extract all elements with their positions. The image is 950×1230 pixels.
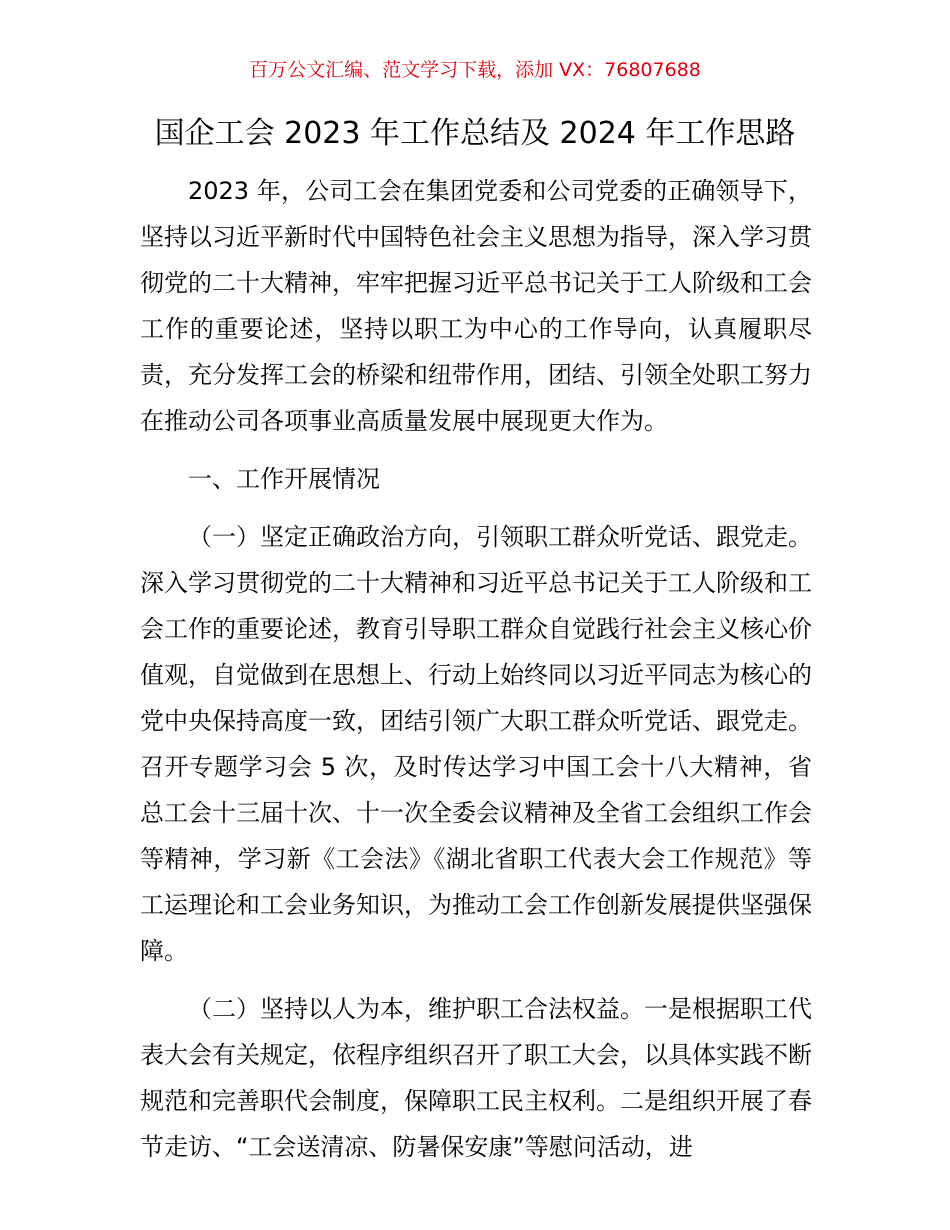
document-body	[140, 168, 812, 1170]
document-title: 国企工会 2023 年工作总结及 2024 年工作思路	[154, 116, 796, 151]
item-one-paragraph: （一）坚定正确政治方向，引领职工群众听党话、跟党走。深入学习贯彻党的二十大精神和习近平总书记关于工人阶级和工会工作的重要论述，教育引导职工群众自觉践行社会主义核心价值观，自觉做到在思想上、行动上始终同以习近平同志为核心的党中央保持高度一致，团结引领广大职工群众听党话、跟党走。召开专题学习会 5 次，及时传达学习中国工会十八大精神，省总工会十三届十次、十一次全委会议精神及全省工会组织工作会等精神，学习新《工会法》《湖北省职工代表大会工作规范》等工运理论和工会业务知识，为推动工会工作创新发展提供坚强保障。	[140, 523, 812, 965]
intro-paragraph: 2023 年，公司工会在集团党委和公司党委的正确领导下，坚持以习近平新时代中国特色社会主义思想为指导，深入学习贯彻党的二十大精神，牢牢把握习近平总书记关于工人阶级和工会工作的重要论述，坚持以职工为中心的工作导向，认真履职尽责，充分发挥工会的桥梁和纽带作用，团结、引领全处职工努力在推动公司各项事业高质量发展中展现更大作为。	[140, 177, 812, 435]
section-heading: 一、工作开展情况	[188, 465, 380, 493]
watermark-note: 百万公文汇编、范文学习下载，添加 VX：76807688	[249, 59, 701, 81]
item-two-paragraph: （二）坚持以人为本，维护职工合法权益。一是根据职工代表大会有关规定，依程序组织召开了职工大会，以具体实践不断规范和完善职代会制度，保障职工民主权利。二是组织开展了春节走访、“工会送清凉、防暑保安康”等慰问活动，进	[140, 995, 812, 1161]
